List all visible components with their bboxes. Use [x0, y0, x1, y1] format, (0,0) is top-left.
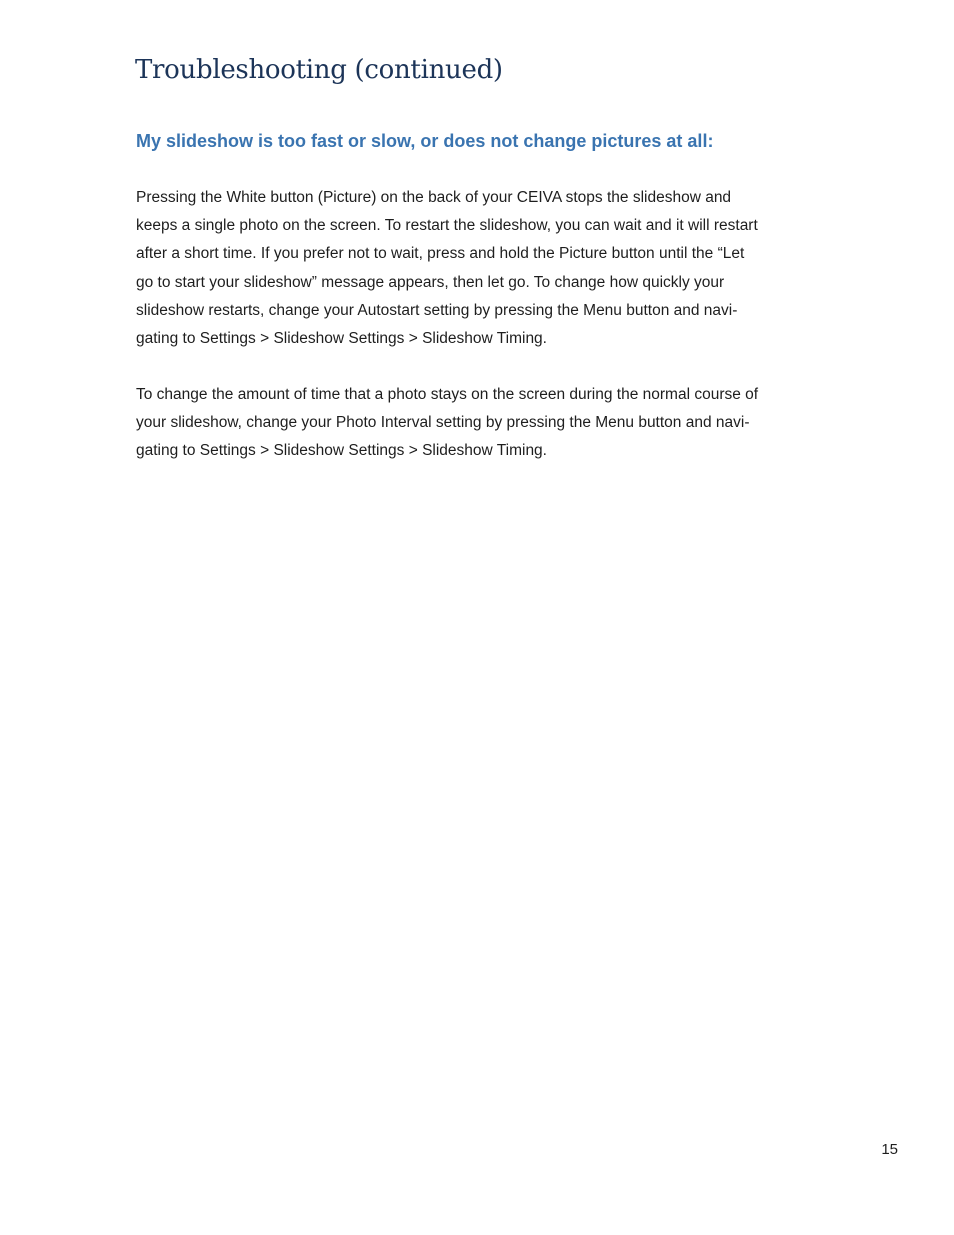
body-paragraph-1: [136, 184, 826, 353]
page-title: Troubleshooting (continued): [135, 55, 503, 85]
paragraph-line: gating to Settings > Slideshow Settings > Slideshow Timing.: [136, 442, 547, 460]
page-number: 15: [881, 1141, 898, 1158]
paragraph-line: gating to Settings > Slideshow Settings > Slideshow Timing.: [136, 330, 547, 348]
paragraph-line: go to start your slideshow” message appears, then let go. To change how quickly your: [136, 273, 725, 291]
body-paragraph-2: [136, 381, 826, 466]
paragraph-line: keeps a single photo on the screen. To restart the slideshow, you can wait and it will restart: [136, 217, 758, 235]
section-heading: My slideshow is too fast or slow, or does not change pictures at all:: [136, 131, 714, 151]
paragraph-line: Pressing the White button (Picture) on the back of your CEIVA stops the slideshow and: [136, 189, 732, 206]
paragraph-line: slideshow restarts, change your Autostart setting by pressing the Menu button and navi-: [136, 301, 738, 319]
paragraph-line: To change the amount of time that a photo stays on the screen during the normal course of: [136, 386, 759, 403]
paragraph-line: after a short time. If you prefer not to wait, press and hold the Picture button until the “Let: [136, 245, 745, 263]
paragraph-line: your slideshow, change your Photo Interval setting by pressing the Menu button and navi-: [136, 414, 750, 432]
